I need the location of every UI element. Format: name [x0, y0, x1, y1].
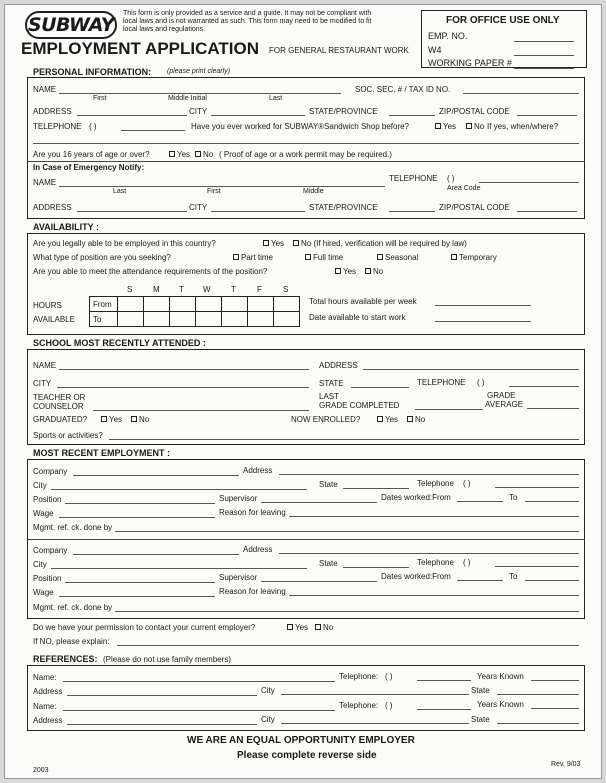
checkbox-icon — [169, 151, 175, 157]
enrolled-no[interactable] — [407, 415, 425, 424]
sports-field[interactable] — [109, 439, 579, 440]
employer-address-label: Address — [243, 466, 273, 475]
when-where-field[interactable] — [33, 143, 579, 144]
hours-cell[interactable] — [274, 312, 300, 327]
wage-field[interactable] — [59, 517, 215, 518]
name-label: NAME — [33, 85, 57, 94]
availability-heading: AVAILABILITY : — [33, 222, 99, 232]
graduated-yes[interactable] — [101, 415, 122, 424]
teacher-label: TEACHER OR — [33, 393, 86, 402]
school-city-field[interactable] — [57, 387, 309, 388]
hours-cell[interactable] — [196, 297, 222, 312]
checkbox-icon — [377, 254, 383, 260]
if-no-field[interactable] — [117, 645, 579, 646]
yes-label: Yes — [109, 415, 123, 424]
no-label: No — [203, 150, 214, 159]
checkbox-icon — [365, 268, 371, 274]
hours-cell[interactable] — [170, 312, 196, 327]
checkbox-icon — [233, 254, 239, 260]
mgmt-ref-field-2[interactable] — [115, 611, 579, 612]
checkbox-icon — [195, 151, 201, 157]
emergency-first-hint: First — [207, 188, 221, 195]
employer-city-label: City — [33, 481, 47, 490]
day-friday: F — [257, 285, 262, 294]
state-field[interactable] — [389, 115, 435, 116]
disclaimer-line-2: local laws and is not warranted as such. This form may need to be modified to fit — [123, 18, 372, 25]
permission-question: Do we have your permission to contact your current employer? — [33, 623, 256, 632]
age-note: ( Proof of age or a work permit may be required.) — [219, 150, 392, 159]
employer-divider — [27, 539, 585, 540]
employer-telephone-field-2[interactable] — [495, 566, 579, 567]
seasonal-label: Seasonal — [385, 253, 419, 262]
city-label: CITY — [189, 107, 208, 116]
hours-cell[interactable] — [274, 297, 300, 312]
seasonal-option[interactable] — [377, 253, 418, 262]
emp-no-field[interactable] — [514, 41, 574, 42]
legal-yes[interactable] — [263, 239, 284, 248]
ref-city-field-2[interactable] — [281, 723, 469, 724]
employer-city-field[interactable] — [51, 489, 307, 490]
ref-name-label: Name: — [33, 702, 57, 711]
day-tuesday: T — [179, 285, 184, 294]
worked-before-no[interactable] — [466, 122, 484, 131]
legal-no-note: No (If hired, verification will be required by law) — [301, 239, 467, 248]
emergency-name-field[interactable] — [59, 186, 385, 187]
if-no-label: If NO, please explain: — [33, 637, 110, 646]
hours-cell[interactable] — [144, 312, 170, 327]
personal-info-heading: PERSONAL INFORMATION: — [33, 67, 152, 77]
dates-to-field[interactable] — [525, 501, 579, 502]
permission-no[interactable] — [315, 623, 333, 632]
reason-field[interactable] — [289, 516, 579, 517]
hours-grid — [89, 296, 300, 327]
temporary-option[interactable] — [451, 253, 497, 262]
ref-name-label: Name: — [33, 673, 57, 682]
employer-area-code-paren: ( ) — [463, 558, 471, 567]
dates-from-label: Dates worked:From — [381, 493, 451, 502]
employer-city-field-2[interactable] — [51, 568, 307, 569]
ref-state-label: State — [471, 715, 490, 724]
attendance-no[interactable] — [365, 267, 383, 276]
checkbox-icon — [293, 240, 299, 246]
personal-info-note: (please print clearly) — [167, 68, 231, 75]
page-subtitle: FOR GENERAL RESTAURANT WORK — [269, 46, 409, 55]
counselor-field[interactable] — [93, 410, 309, 411]
emp-no-label: EMP. NO. — [428, 31, 468, 41]
area-code-paren: ( ) — [89, 122, 97, 131]
ref-telephone-label: Telephone: — [339, 672, 379, 681]
employer-telephone-label: Telephone — [417, 479, 454, 488]
personal-info-box — [27, 77, 585, 219]
grade-average-label-2: AVERAGE — [485, 400, 524, 409]
employer-state-label: State — [319, 480, 338, 489]
wage-field-2[interactable] — [59, 596, 215, 597]
reason-label: Reason for leaving — [219, 508, 286, 517]
total-hours-label: Total hours available per week — [309, 297, 417, 306]
company-field[interactable] — [73, 475, 239, 476]
employer-state-label: State — [319, 559, 338, 568]
emergency-address-field[interactable] — [77, 211, 187, 212]
last-name-hint: Last — [269, 95, 283, 102]
start-date-field[interactable] — [435, 321, 531, 322]
yes-label: Yes — [343, 267, 357, 276]
revision-label: Rev. 9/03 — [551, 761, 581, 768]
hours-cell[interactable] — [118, 312, 144, 327]
yes-label: Yes — [177, 150, 191, 159]
last-grade-label-1: LAST — [319, 392, 340, 401]
full-time-label: Full time — [313, 253, 344, 262]
day-saturday: S — [283, 285, 289, 294]
section-divider — [27, 161, 585, 162]
emergency-telephone-field[interactable] — [479, 182, 579, 183]
ref-area-code-paren: ( ) — [385, 701, 393, 710]
company-label: Company — [33, 546, 68, 555]
school-telephone-field[interactable] — [509, 386, 579, 387]
graduated-no[interactable] — [131, 415, 149, 424]
from-label: From — [90, 297, 118, 312]
ref-address-field-2[interactable] — [67, 724, 257, 725]
emergency-zip-label: ZIP/POSTAL CODE — [439, 203, 510, 212]
company-label: Company — [33, 467, 68, 476]
employer-telephone-label: Telephone — [417, 558, 454, 567]
emergency-telephone-label: TELEPHONE — [389, 174, 438, 183]
school-heading: SCHOOL MOST RECENTLY ATTENDED : — [33, 338, 206, 348]
grade-average-field[interactable] — [527, 408, 579, 409]
position-field-2[interactable] — [65, 582, 215, 583]
mgmt-ref-label: Mgmt. ref. ck. done by — [33, 603, 113, 612]
disclaimer-line-1: This form is only provided as a service and a guide. It may not be compliant with — [123, 10, 372, 17]
yes-label: Yes — [295, 623, 309, 632]
dates-to-label: To — [509, 572, 518, 581]
dates-from-field-2[interactable] — [457, 580, 503, 581]
application-page — [4, 4, 602, 779]
reason-label: Reason for leaving — [219, 587, 286, 596]
no-label: No — [373, 267, 384, 276]
hours-cell[interactable] — [222, 297, 248, 312]
state-label: STATE/PROVINCE — [309, 107, 378, 116]
employer-area-code-paren: ( ) — [463, 479, 471, 488]
last-grade-label-2: GRADE COMPLETED — [319, 401, 400, 410]
enrolled-yes[interactable] — [377, 415, 398, 424]
employer-address-label: Address — [243, 545, 273, 554]
attendance-yes[interactable] — [335, 267, 356, 276]
employer-telephone-field[interactable] — [495, 487, 579, 488]
checkbox-icon — [407, 416, 413, 422]
emergency-name-label: NAME — [33, 178, 57, 187]
school-area-code-paren: ( ) — [477, 378, 485, 387]
enrolled-question: NOW ENROLLED? — [291, 415, 361, 424]
ref-years-known-field[interactable] — [531, 680, 579, 681]
ref-area-code-paren: ( ) — [385, 672, 393, 681]
school-address-field[interactable] — [363, 369, 579, 370]
telephone-label: TELEPHONE — [33, 122, 82, 131]
ref-name-field-2[interactable] — [63, 710, 335, 711]
office-use-title: FOR OFFICE USE ONLY — [446, 15, 560, 26]
checkbox-icon — [435, 123, 441, 129]
position-label: Position — [33, 574, 62, 583]
employer-state-field[interactable] — [343, 488, 409, 489]
checkbox-icon — [101, 416, 107, 422]
reason-field-2[interactable] — [289, 595, 579, 596]
hours-cell[interactable] — [170, 297, 196, 312]
day-thursday: T — [231, 285, 236, 294]
ref-telephone-field-2[interactable] — [417, 709, 471, 710]
ref-years-known-label: Years Known — [477, 700, 524, 709]
references-heading: REFERENCES: — [33, 654, 98, 664]
day-monday: M — [153, 285, 160, 294]
checkbox-icon — [377, 416, 383, 422]
day-wednesday: W — [203, 285, 211, 294]
hours-cell[interactable] — [222, 312, 248, 327]
checkbox-icon — [466, 123, 472, 129]
disclaimer-line-3: local laws and regulations. — [123, 26, 206, 33]
ref-state-field-2[interactable] — [497, 723, 579, 724]
checkbox-icon — [131, 416, 137, 422]
mgmt-ref-label: Mgmt. ref. ck. done by — [33, 523, 113, 532]
permission-yes[interactable] — [287, 623, 308, 632]
attendance-question: Are you able to meet the attendance requirements of the position? — [33, 267, 268, 276]
emergency-area-code-hint: Area Code — [447, 185, 481, 192]
school-state-label: STATE — [319, 379, 344, 388]
available-label: AVAILABLE — [33, 315, 75, 324]
dates-to-label: To — [509, 493, 518, 502]
hours-cell[interactable] — [144, 297, 170, 312]
dates-from-field[interactable] — [457, 501, 503, 502]
hours-cell[interactable] — [248, 297, 274, 312]
no-label: No — [415, 415, 426, 424]
mgmt-ref-field[interactable] — [115, 531, 579, 532]
yes-label: Yes — [385, 415, 399, 424]
school-name-field[interactable] — [59, 369, 309, 370]
total-hours-field[interactable] — [435, 305, 531, 306]
supervisor-field[interactable] — [261, 502, 377, 503]
legal-question: Are you legally able to be employed in this country? — [33, 239, 216, 248]
ref-telephone-label: Telephone: — [339, 701, 379, 710]
emergency-address-label: ADDRESS — [33, 203, 72, 212]
position-field[interactable] — [65, 503, 215, 504]
dates-from-label: Dates worked:From — [381, 572, 451, 581]
to-label: To — [90, 312, 118, 327]
form-code: 2003 — [33, 767, 49, 774]
full-time-option[interactable] — [305, 253, 343, 262]
company-field-2[interactable] — [73, 554, 239, 555]
emergency-last-hint: Last — [113, 188, 127, 195]
references-note: (Please do not use family members) — [103, 655, 232, 664]
ref-name-field[interactable] — [63, 681, 335, 682]
age-yes[interactable] — [169, 150, 190, 159]
employer-city-label: City — [33, 560, 47, 569]
hours-cell[interactable] — [118, 297, 144, 312]
ref-telephone-field[interactable] — [417, 680, 471, 681]
checkbox-icon — [335, 268, 341, 274]
sports-label: Sports or activities? — [33, 431, 103, 440]
emergency-city-label: CITY — [189, 203, 208, 212]
hours-label: HOURS — [33, 301, 62, 310]
w4-label: W4 — [428, 45, 442, 55]
checkbox-icon — [315, 624, 321, 630]
wage-label: Wage — [33, 588, 54, 597]
eoe-statement: WE ARE AN EQUAL OPPORTUNITY EMPLOYER — [187, 735, 415, 746]
employment-heading: MOST RECENT EMPLOYMENT : — [33, 448, 170, 458]
yes-label: Yes — [443, 122, 457, 131]
school-name-label: NAME — [33, 361, 57, 370]
middle-initial-hint: Middle Initial — [168, 95, 207, 102]
part-time-label: Part time — [241, 253, 274, 262]
page-title: EMPLOYMENT APPLICATION — [21, 39, 259, 58]
counselor-label: COUNSELOR — [33, 402, 84, 411]
ssn-label: SOC. SEC. # / TAX ID NO. — [355, 85, 451, 94]
w4-field[interactable] — [514, 55, 574, 56]
working-paper-label: WORKING PAPER # — [428, 58, 512, 68]
wage-label: Wage — [33, 509, 54, 518]
emergency-area-code-paren: ( ) — [447, 174, 455, 183]
address-field[interactable] — [77, 115, 187, 116]
checkbox-icon — [263, 240, 269, 246]
school-state-field[interactable] — [351, 387, 409, 388]
temporary-label: Temporary — [459, 253, 497, 262]
supervisor-label: Supervisor — [219, 494, 258, 503]
ssn-field[interactable] — [463, 93, 579, 94]
emergency-city-field[interactable] — [211, 211, 305, 212]
emergency-heading: In Case of Emergency Notify: — [33, 163, 145, 172]
complete-reverse-note: Please complete reverse side — [237, 750, 377, 761]
applicant-name-field[interactable] — [59, 93, 341, 94]
checkbox-icon — [287, 624, 293, 630]
employer-state-field-2[interactable] — [343, 567, 409, 568]
checkbox-icon — [305, 254, 311, 260]
ref-state-field[interactable] — [497, 694, 579, 695]
emergency-state-label: STATE/PROVINCE — [309, 203, 378, 212]
employer-address-field-2[interactable] — [279, 553, 579, 554]
day-sunday: S — [127, 285, 133, 294]
school-city-label: CITY — [33, 379, 52, 388]
age-no[interactable] — [195, 150, 213, 159]
supervisor-field-2[interactable] — [261, 581, 377, 582]
ref-city-label: City — [261, 715, 275, 724]
hours-cell[interactable] — [196, 312, 222, 327]
first-name-hint: First — [93, 95, 107, 102]
last-grade-field[interactable] — [415, 409, 483, 410]
zip-field[interactable] — [517, 115, 577, 116]
ref-address-field[interactable] — [67, 695, 257, 696]
office-use-box — [421, 10, 587, 68]
no-label: No — [139, 415, 150, 424]
working-paper-field[interactable] — [514, 68, 574, 69]
zip-label: ZIP/POSTAL CODE — [439, 107, 510, 116]
legal-no[interactable] — [293, 239, 467, 248]
yes-label: Yes — [271, 239, 285, 248]
telephone-field[interactable] — [121, 130, 185, 131]
ref-years-known-label: Years Known — [477, 672, 524, 681]
no-label: No — [474, 122, 485, 131]
part-time-option[interactable] — [233, 253, 273, 262]
graduated-question: GRADUATED? — [33, 415, 88, 424]
city-field[interactable] — [211, 115, 305, 116]
grade-average-label-1: GRADE — [487, 391, 516, 400]
worked-before-question: Have you ever worked for SUBWAY®Sandwich Shop before? — [191, 122, 409, 131]
ref-address-label: Address — [33, 716, 63, 725]
ref-city-label: City — [261, 686, 275, 695]
ref-state-label: State — [471, 686, 490, 695]
ref-years-known-field-2[interactable] — [531, 708, 579, 709]
ref-city-field[interactable] — [281, 694, 469, 695]
school-telephone-label: TELEPHONE — [417, 378, 466, 387]
position-label: Position — [33, 495, 62, 504]
dates-to-field-2[interactable] — [525, 580, 579, 581]
emergency-zip-field[interactable] — [517, 211, 577, 212]
employer-address-field[interactable] — [279, 474, 579, 475]
emergency-middle-hint: Middle — [303, 188, 324, 195]
school-address-label: ADDRESS — [319, 361, 358, 370]
checkbox-icon — [451, 254, 457, 260]
start-date-label: Date available to start work — [309, 313, 406, 322]
emergency-state-field[interactable] — [389, 211, 435, 212]
when-where-label: If yes, when/where? — [487, 122, 559, 131]
worked-before-yes[interactable] — [435, 122, 456, 131]
age-question: Are you 16 years of age or over? — [33, 150, 150, 159]
hours-cell[interactable] — [248, 312, 274, 327]
no-label: No — [323, 623, 334, 632]
address-label: ADDRESS — [33, 107, 72, 116]
subway-logo: SUBWAY — [25, 11, 117, 39]
supervisor-label: Supervisor — [219, 573, 258, 582]
position-question: What type of position are you seeking? — [33, 253, 171, 262]
ref-address-label: Address — [33, 687, 63, 696]
